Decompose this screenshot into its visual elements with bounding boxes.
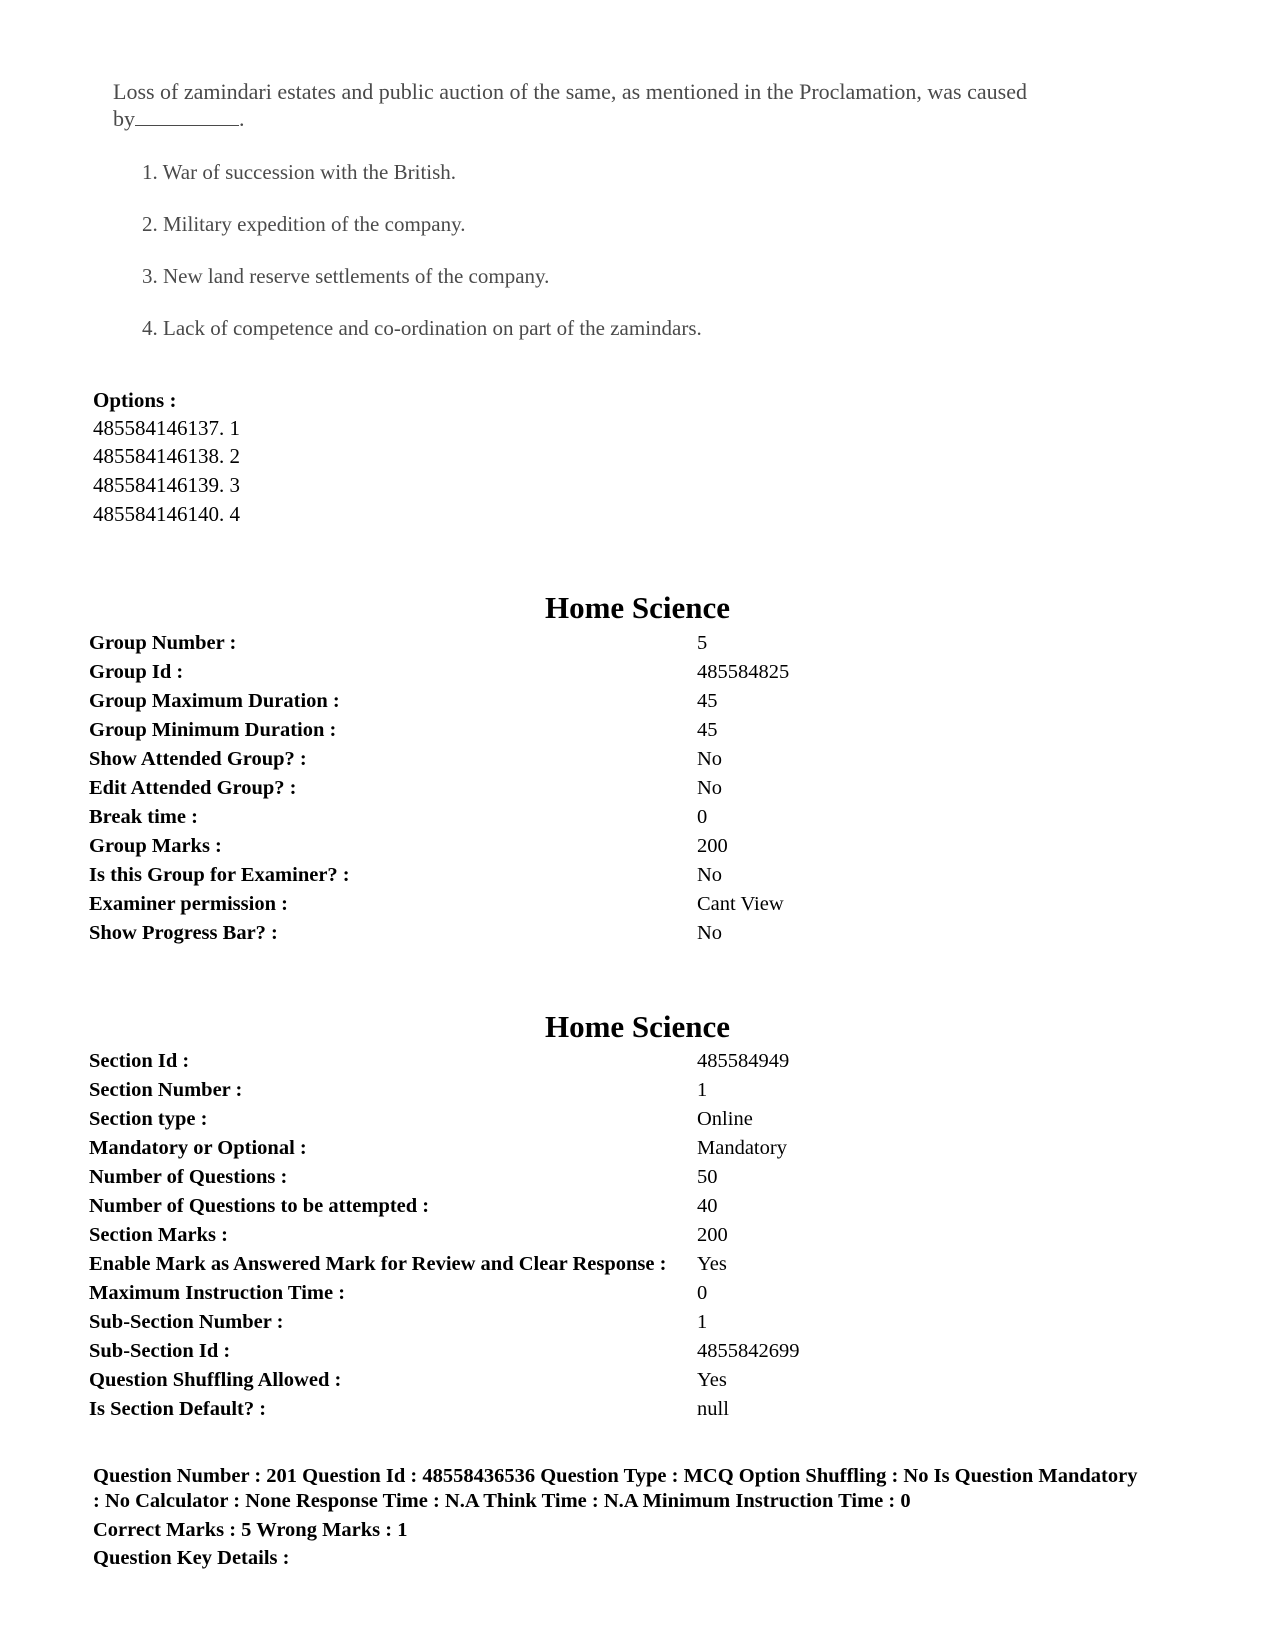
marks-line: Correct Marks : 5 Wrong Marks : 1	[93, 1519, 408, 1541]
question-choice-3: 3. New land reserve settlements of the company.	[142, 264, 550, 288]
fill-in-blank	[135, 105, 239, 126]
section-field-value: null	[697, 1398, 729, 1420]
group-field-value: 5	[697, 632, 708, 654]
section-field-label: Section Id :	[89, 1050, 190, 1072]
section-field-value: Online	[697, 1108, 753, 1130]
section-field-label: Is Section Default? :	[89, 1398, 267, 1420]
section-field-label: Number of Questions to be attempted :	[89, 1195, 430, 1217]
option-item-3: 485584146139. 3	[93, 473, 240, 497]
question-meta-line2: : No Calculator : None Response Time : N.A Think Time : N.A Minimum Instruction Time : 0	[93, 1490, 911, 1512]
section-field-value: Yes	[697, 1369, 727, 1391]
question-stem-line2-prefix: by	[113, 106, 135, 131]
option-item-1: 485584146137. 1	[93, 416, 240, 440]
question-choice-4: 4. Lack of competence and co-ordination on part of the zamindars.	[142, 316, 702, 340]
question-stem-line1: Loss of zamindari estates and public auction of the same, as mentioned in the Proclamation, was caused	[113, 79, 1027, 104]
section-field-value: Mandatory	[697, 1137, 787, 1159]
group-field-value: Cant View	[697, 893, 784, 915]
group-field-label: Show Attended Group? :	[89, 748, 307, 770]
group-field-value: 0	[697, 806, 708, 828]
question-choice-1: 1. War of succession with the British.	[142, 160, 457, 184]
question-choice-2: 2. Military expedition of the company.	[142, 212, 466, 236]
question-stem-line2-suffix: .	[239, 106, 245, 131]
section-field-label: Number of Questions :	[89, 1166, 288, 1188]
section-field-value: 0	[697, 1282, 708, 1304]
section-field-value: 200	[697, 1224, 728, 1246]
group-field-value: No	[697, 864, 723, 886]
section-field-label: Enable Mark as Answered Mark for Review and Clear Response :	[89, 1253, 667, 1275]
options-heading: Options :	[93, 388, 177, 412]
group-field-value: 45	[697, 719, 718, 741]
section-field-value: 1	[697, 1079, 708, 1101]
group-field-label: Is this Group for Examiner? :	[89, 864, 350, 886]
section-field-label: Sub-Section Id :	[89, 1340, 231, 1362]
group-field-label: Edit Attended Group? :	[89, 777, 297, 799]
group-field-label: Group Marks :	[89, 835, 222, 857]
section-title: Home Science	[544, 1009, 731, 1044]
group-field-value: 45	[697, 690, 718, 712]
option-item-2: 485584146138. 2	[93, 444, 240, 468]
question-image	[113, 78, 1123, 360]
section-field-value: 50	[697, 1166, 718, 1188]
group-field-value: No	[697, 748, 723, 770]
question-key-details: Question Key Details :	[93, 1547, 290, 1569]
group-field-value: No	[697, 777, 723, 799]
group-field-label: Show Progress Bar? :	[89, 922, 278, 944]
group-title: Home Science	[544, 590, 731, 625]
group-field-label: Group Number :	[89, 632, 237, 654]
section-field-label: Question Shuffling Allowed :	[89, 1369, 342, 1391]
section-field-label: Mandatory or Optional :	[89, 1137, 307, 1159]
question-meta-line1: Question Number : 201 Question Id : 48558436536 Question Type : MCQ Option Shuffling : No Is Question Mandatory	[93, 1465, 1138, 1487]
section-field-value: 40	[697, 1195, 718, 1217]
section-field-value: 4855842699	[697, 1340, 800, 1362]
group-field-label: Group Minimum Duration :	[89, 719, 337, 741]
section-field-label: Maximum Instruction Time :	[89, 1282, 346, 1304]
section-field-value: Yes	[697, 1253, 727, 1275]
group-field-value: 200	[697, 835, 728, 857]
option-item-4: 485584146140. 4	[93, 502, 240, 526]
group-field-value: No	[697, 922, 723, 944]
section-field-value: 1	[697, 1311, 708, 1333]
group-field-value: 485584825	[697, 661, 790, 683]
group-field-label: Examiner permission :	[89, 893, 288, 915]
section-field-label: Section type :	[89, 1108, 208, 1130]
section-field-label: Section Marks :	[89, 1224, 228, 1246]
group-field-label: Break time :	[89, 806, 198, 828]
group-field-label: Group Maximum Duration :	[89, 690, 340, 712]
group-field-label: Group Id :	[89, 661, 184, 683]
question-stem	[113, 78, 1113, 132]
section-field-value: 485584949	[697, 1050, 790, 1072]
section-field-label: Section Number :	[89, 1079, 243, 1101]
section-field-label: Sub-Section Number :	[89, 1311, 284, 1333]
